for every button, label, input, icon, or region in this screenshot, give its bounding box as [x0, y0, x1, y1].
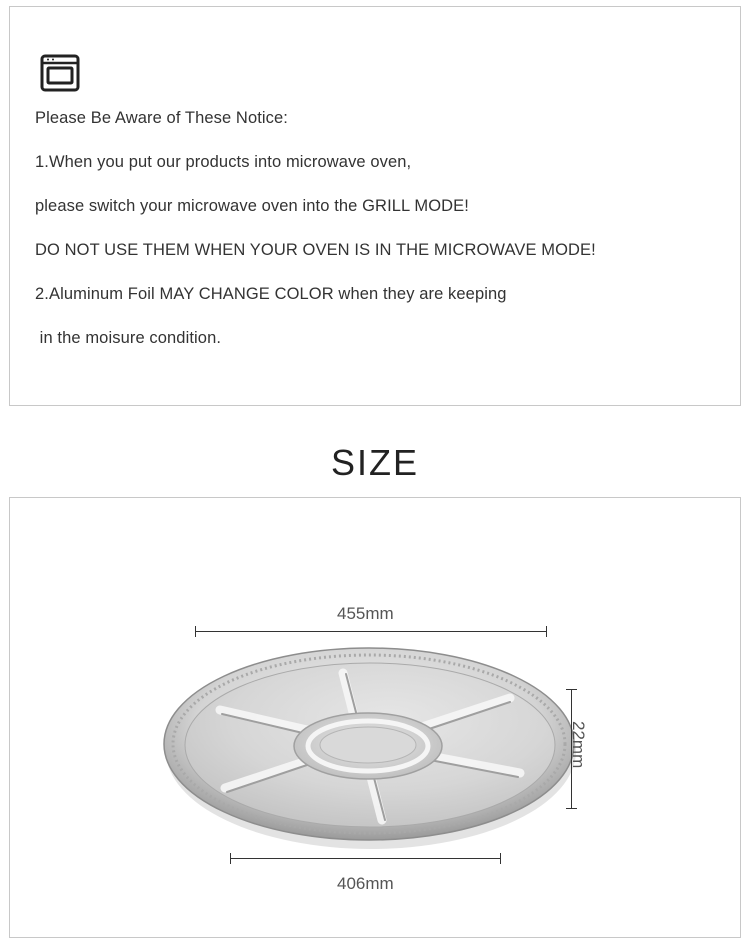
- notice-heading: Please Be Aware of These Notice:: [35, 109, 288, 127]
- notice-line-4: 2.Aluminum Foil MAY CHANGE COLOR when they are keeping: [35, 285, 507, 303]
- bottom-diameter-line: [230, 858, 501, 859]
- notice-line-3: DO NOT USE THEM WHEN YOUR OVEN IS IN THE MICROWAVE MODE!: [35, 241, 596, 259]
- bottom-diameter-cap-right: [500, 853, 501, 864]
- size-title: SIZE: [330, 442, 419, 483]
- height-cap-bottom: [566, 808, 577, 809]
- notice-line-1: 1.When you put our products into microwave oven,: [35, 153, 412, 171]
- notice-panel: [9, 6, 741, 406]
- notice-line-5: in the moisure condition.: [35, 329, 222, 347]
- bottom-diameter-label: 406mm: [337, 874, 394, 893]
- top-diameter-label: 455mm: [337, 604, 394, 623]
- tray-image: [10, 498, 741, 938]
- oven-icon: [40, 53, 80, 93]
- height-label: 22mm: [569, 721, 588, 769]
- size-panel: [9, 497, 741, 938]
- height-cap-top: [566, 689, 577, 690]
- notice-line-2: please switch your microwave oven into the GRILL MODE!: [35, 197, 469, 215]
- bottom-diameter-cap-left: [230, 853, 231, 864]
